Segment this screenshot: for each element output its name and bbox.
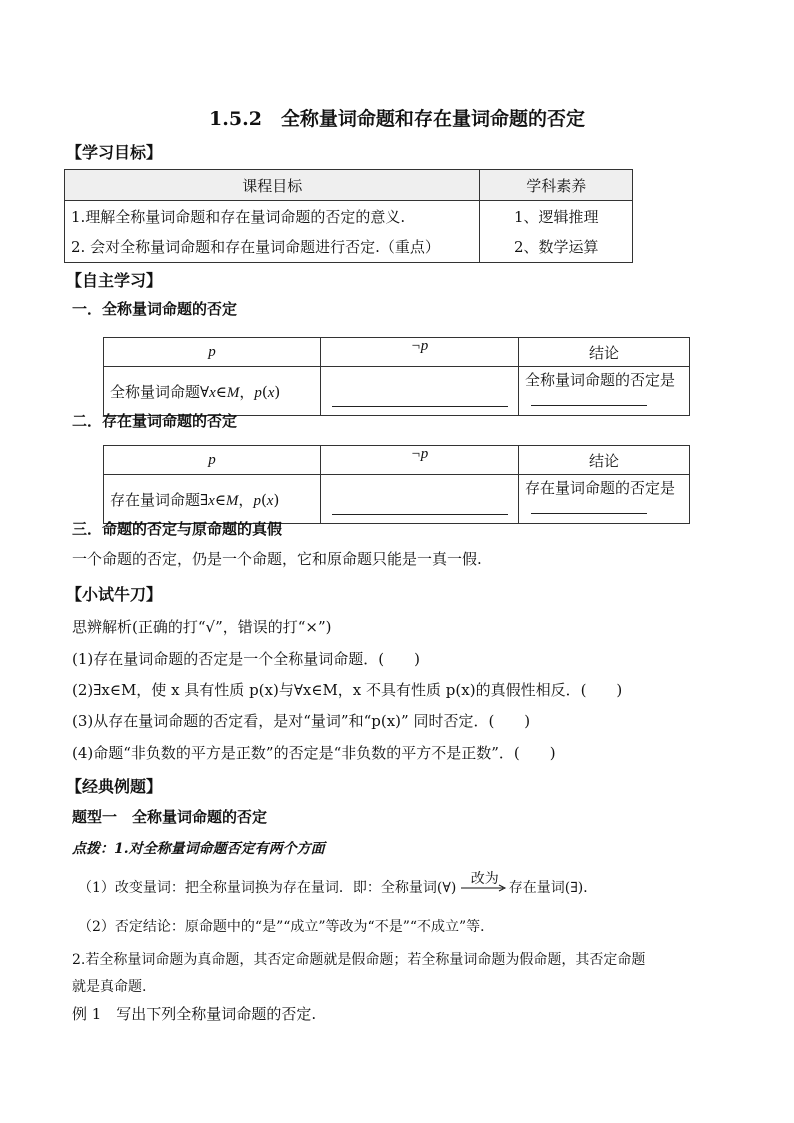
col-conclusion: 结论 xyxy=(519,446,690,475)
conclusion-cell: 存在量词命题的否定是 xyxy=(519,475,690,524)
example-1: 例 1 写出下列全称量词命题的否定. xyxy=(72,1005,317,1023)
practice-intro: 思辨解析(正确的打“√”，错误的打“×”) xyxy=(72,618,332,636)
goals-header-literacy: 学科素养 xyxy=(480,170,633,201)
universal-proposition-cell: 全称量词命题∀x∈M，p(x) xyxy=(104,367,321,416)
section-heading-examples: 【经典例题】 xyxy=(66,777,163,796)
tip-item-3-line2: 就是真命题. xyxy=(72,979,147,995)
answer-blank[interactable] xyxy=(531,503,647,514)
col-p: p xyxy=(104,338,321,367)
part2-heading: 二．存在量词命题的否定 xyxy=(72,412,238,430)
col-p: p xyxy=(104,446,321,475)
section-heading-goals: 【学习目标】 xyxy=(66,143,163,162)
answer-blank[interactable] xyxy=(332,500,508,515)
existential-proposition-cell: 存在量词命题∃x∈M，p(x) xyxy=(104,475,321,524)
tip-item-1: （1）改变量词：把全称量词换为存在量词．即：全称量词(∀) 改为 存在量词(∃)． xyxy=(78,871,598,896)
practice-q4: (4)命题“非负数的平方是正数”的否定是“非负数的平方不是正数”．( ) xyxy=(72,744,556,762)
section-heading-practice: 【小试牛刀】 xyxy=(66,585,163,604)
change-arrow: 改为 xyxy=(461,881,509,897)
practice-q3: (3)从存在量词命题的否定看，是对“量词”和“p(x)” 同时否定．( ) xyxy=(72,712,531,730)
negation-blank-cell xyxy=(321,367,519,416)
universal-negation-table xyxy=(103,337,690,416)
part3-heading: 三．命题的否定与原命题的真假 xyxy=(72,520,283,538)
section-heading-self-study: 【自主学习】 xyxy=(66,271,163,290)
goals-cell-course xyxy=(65,201,480,263)
tip-item-2: （2）否定结论：原命题中的“是”“成立”等改为“不是”“不成立”等． xyxy=(78,919,495,935)
practice-q1: (1)存在量词命题的否定是一个全称量词命题．( ) xyxy=(72,650,420,668)
practice-q2: (2)∃x∈M，使 x 具有性质 p(x)与∀x∈M，x 不具有性质 p(x)的真假性相反．( ) xyxy=(72,681,623,699)
existential-negation-table xyxy=(103,445,690,524)
part3-text: 一个命题的否定，仍是一个命题，它和原命题只能是一真一假. xyxy=(72,550,482,568)
tip-item-3-line1: 2.若全称量词命题为真命题，其否定命题就是假命题；若全称量词命题为假命题，其否定命题 xyxy=(72,952,646,968)
literacy-item: 1、逻辑推理 xyxy=(513,208,599,226)
conclusion-cell: 全称量词命题的否定是 xyxy=(519,367,690,416)
goals-header-course: 课程目标 xyxy=(65,170,480,201)
literacy-item: 2、数学运算 xyxy=(513,238,599,256)
col-not-p: ¬p xyxy=(321,446,519,475)
goals-table xyxy=(64,169,633,263)
tip-heading: 点拨：1.对全称量词命题否定有两个方面 xyxy=(72,841,325,857)
page-title: 1.5.2 全称量词命题和存在量词命题的否定 xyxy=(209,108,585,130)
col-conclusion: 结论 xyxy=(519,338,690,367)
answer-blank[interactable] xyxy=(531,395,647,406)
goal-item: 1.理解全称量词命题和存在量词命题的否定的意义. xyxy=(71,208,406,226)
type1-heading: 题型一 全称量词命题的否定 xyxy=(72,808,268,826)
goal-item: 2. 会对全称量词命题和存在量词命题进行否定.（重点） xyxy=(71,238,440,256)
negation-blank-cell xyxy=(321,475,519,524)
col-not-p: ¬p xyxy=(321,338,519,367)
goals-cell-literacy xyxy=(480,201,633,263)
answer-blank[interactable] xyxy=(332,392,508,407)
part1-heading: 一．全称量词命题的否定 xyxy=(72,300,238,318)
